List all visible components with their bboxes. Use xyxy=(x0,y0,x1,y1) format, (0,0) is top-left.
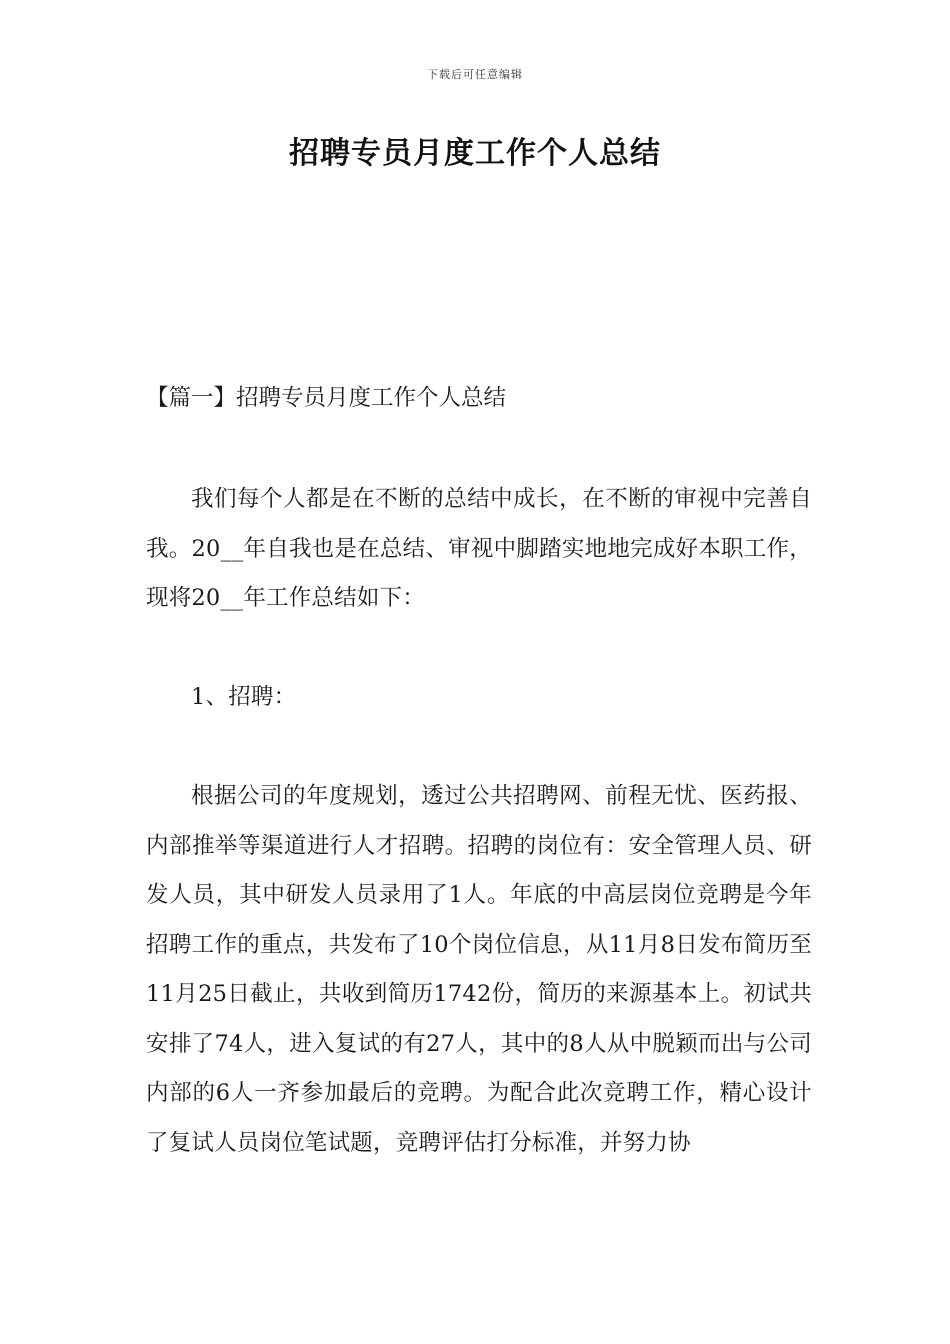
section-heading: 【篇一】招聘专员月度工作个人总结 xyxy=(146,385,507,411)
header-note: 下载后可任意编辑 xyxy=(427,68,523,81)
document-title: 招聘专员月度工作个人总结 xyxy=(289,136,661,171)
item-1-label: 1、招聘： xyxy=(191,684,297,710)
recruit-detail-paragraph: 根据公司的年度规划，透过公共招聘网、前程无忧、医药报、内部推举等渠道进行人才招聘。招聘的岗位有：安全管理人员、研发人员，其中研发人员录用了1人。年底的中高层岗位竞聘是今年招聘工作的重点，共发布了10个岗位信息，从11月8日发布简历至11月25日截止，共收到简历1742份，简历的来源基本上。初试共安排了74人，进入复试的有27人，其中的8人从中脱颖而出与公司内部的6人一齐参加最后的竞聘。为配合此次竞聘工作，精心设计了复试人员岗位笔试题，竞聘评估打分标准，并努力协 xyxy=(146,783,812,1156)
intro-paragraph: 我们每个人都是在不断的总结中成长，在不断的审视中完善自我。20__年自我也是在总结、审视中脚踏实地地完成好本职工作，现将20__年工作总结如下： xyxy=(146,486,812,611)
